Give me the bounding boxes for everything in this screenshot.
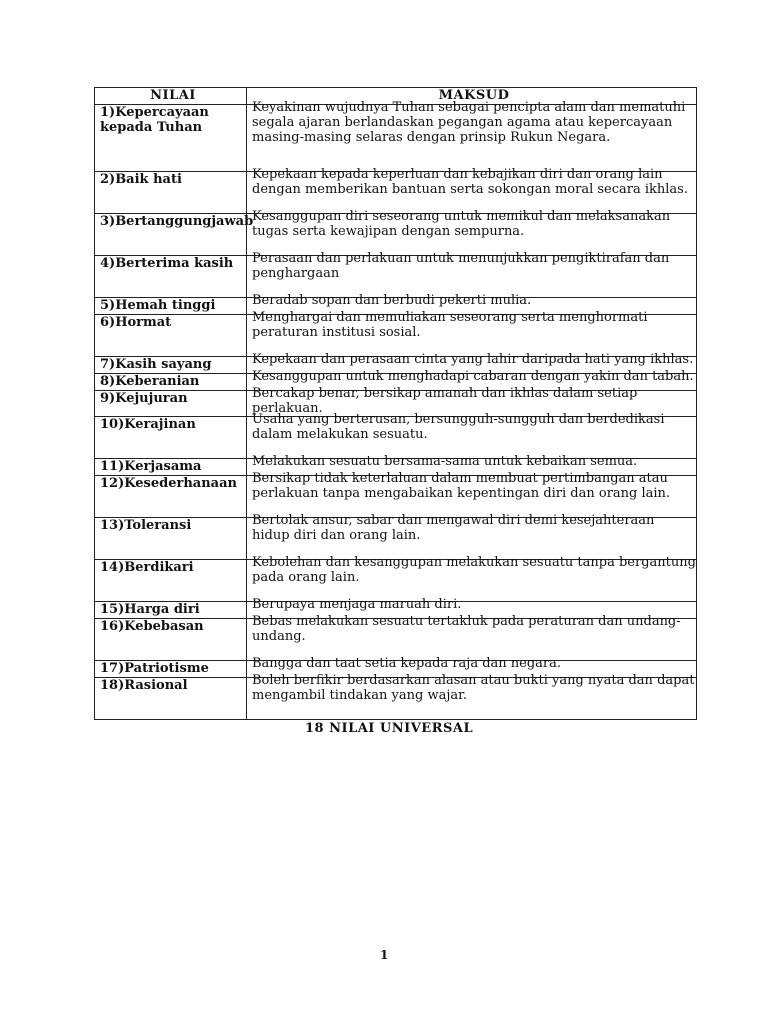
cell-maksud [247,209,697,256]
cell-nilai: 11)Kerjasama [95,459,247,476]
table-row [95,476,697,518]
cell-nilai: 2)Baik hati [95,172,247,214]
table-row [95,518,697,560]
cell-maksud [247,412,697,459]
cell-nilai: 8)Keberanian [95,374,247,391]
cell-maksud [247,673,697,720]
cell-maksud-text: Bebas melakukan sesuatu tertakluk pada peraturan dan undang-undang. [252,614,681,644]
cell-nilai: 4)Berterima kasih [95,256,247,298]
cell-maksud [247,555,697,602]
header-nilai: NILAI [95,88,247,105]
cell-nilai: 15)Harga diri [95,602,247,619]
cell-maksud-text: Bangga dan taat setia kepada raja dan negara. [252,656,562,671]
cell-maksud-text: Keyakinan wujudnya Tuhan sebagai pencipta alam dan mematuhi segala ajaran berlandaskan pegangan agama atau kepercayaan masing-masing selaras dengan prinsip Rukun Negara. [252,100,686,145]
cell-maksud [247,251,697,298]
cell-maksud [247,614,697,661]
cell-nilai: 18)Rasional [95,678,247,720]
cell-nilai: 14)Berdikari [95,560,247,602]
cell-maksud-text: Bercakap benar, bersikap amanah dan ikhlas dalam setiap perlakuan. [252,386,638,416]
cell-maksud-text: Melakukan sesuatu bersama-sama untuk kebaikan semua. [252,454,638,469]
cell-nilai: 10)Kerajinan [95,417,247,459]
cell-maksud-text: Bersikap tidak keterlaluan dalam membuat pertimbangan atau perlakuan tanpa mengabaikan kepentingan diri dan orang lain. [252,471,671,501]
header-maksud: MAKSUD [247,88,697,105]
table-row [95,256,697,298]
cell-maksud-text: Boleh berfikir berdasarkan alasan atau bukti yang nyata dan dapat mengambil tindakan yang wajar. [252,673,695,703]
cell-maksud-text: Beradab sopan dan berbudi pekerti mulia. [252,293,532,308]
cell-maksud [247,100,697,172]
cell-maksud-text: Kepekaan dan perasaan cinta yang lahir daripada hati yang ikhlas. [252,352,694,367]
table-body [95,100,697,720]
cell-nilai: 9)Kejujuran [95,391,247,417]
table-row [95,417,697,459]
cell-nilai: 17)Patriotisme [95,661,247,678]
cell-nilai: 5)Hemah tinggi [95,298,247,315]
table-row [95,315,697,357]
cell-maksud [247,310,697,357]
cell-maksud [247,513,697,560]
cell-maksud [247,471,697,518]
table-row [95,619,697,661]
values-table [94,87,697,720]
cell-maksud-text: Bertolak ansur, sabar dan mengawal diri demi kesejahteraan hidup diri dan orang lain. [252,513,655,543]
cell-maksud-text: Kesanggupan diri seseorang untuk memikul dan melaksanakan tugas serta kewajipan dengan sempurna. [252,209,671,239]
cell-maksud-text: Menghargai dan memuliakan seseorang serta menghormati peraturan institusi sosial. [252,310,648,340]
cell-nilai: 3)Bertanggungjawab [95,214,247,256]
cell-nilai: 6)Hormat [95,315,247,357]
cell-maksud-text: Kesanggupan untuk menghadapi cabaran dengan yakin dan tabah. [252,369,694,384]
table-caption: 18 NILAI UNIVERSAL [305,721,474,736]
cell-nilai: 13)Toleransi [95,518,247,560]
cell-maksud [247,167,697,214]
cell-maksud-text: Kepekaan kepada keperluan dan kebajikan diri dan orang lain dengan memberikan bantuan serta sokongan moral secara ikhlas. [252,167,688,197]
table-row [95,172,697,214]
cell-maksud-text: Kebolehan dan kesanggupan melakukan sesuatu tanpa bergantung pada orang lain. [252,555,696,585]
cell-maksud-text: Perasaan dan perlakuan untuk menunjukkan pengiktirafan dan penghargaan [252,251,670,281]
table-row [95,214,697,256]
cell-nilai: 12)Kesederhanaan [95,476,247,518]
table-row [95,560,697,602]
cell-nilai: 7)Kasih sayang [95,357,247,374]
cell-maksud-text: Usaha yang berterusan, bersungguh-sungguh dan berdedikasi dalam melakukan sesuatu. [252,412,665,442]
cell-nilai: 1)Kepercayaan kepada Tuhan [95,105,247,172]
cell-maksud-text: Berupaya menjaga maruah diri. [252,597,462,612]
cell-nilai: 16)Kebebasan [95,619,247,661]
table-row [95,678,697,720]
page-number: 1 [380,948,389,962]
table-row [95,105,697,172]
